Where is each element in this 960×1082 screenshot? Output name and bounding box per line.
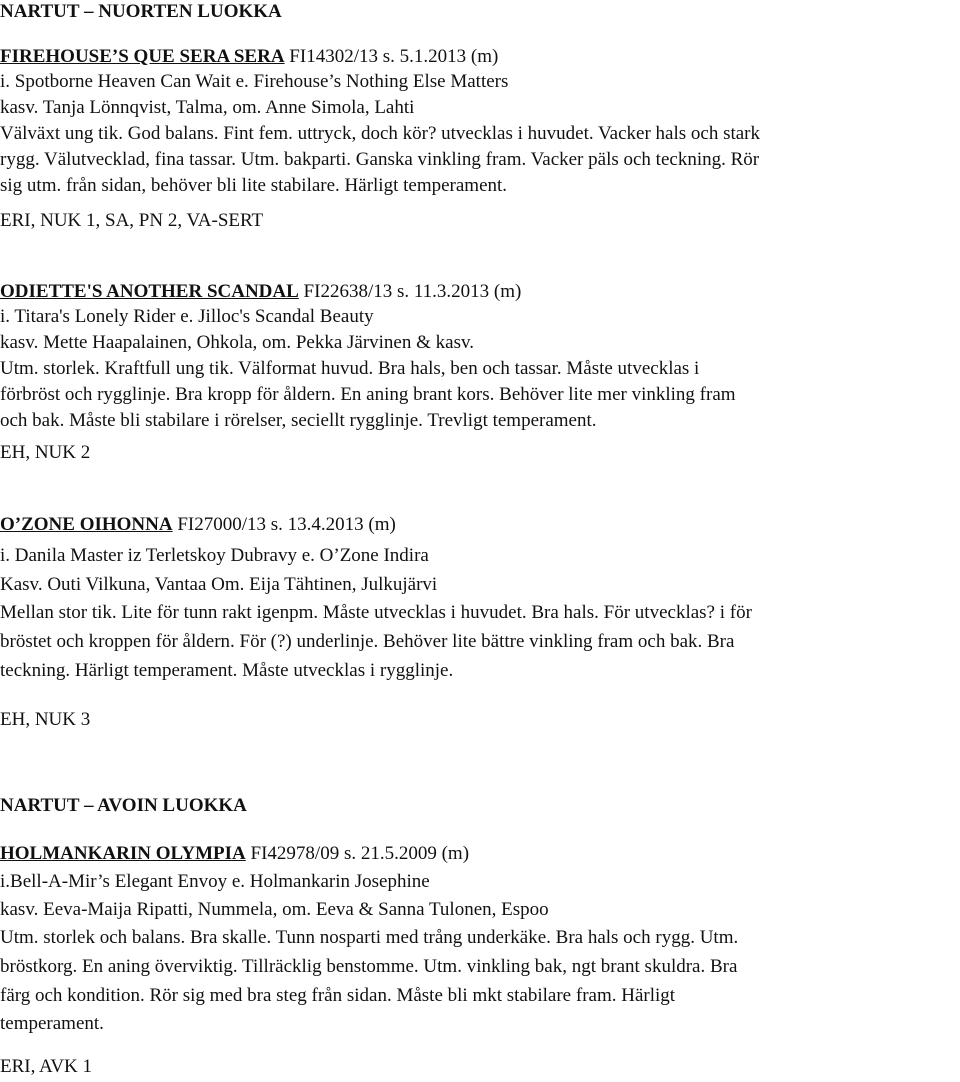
critique-line: Mellan stor tik. Lite för tunn rakt igenpm. Måste utvecklas i huvudet. Bra hals. För utvecklas? i för: [0, 602, 752, 623]
pedigree-line: i.Bell-A-Mir’s Elegant Envoy e. Holmankarin Josephine: [0, 871, 430, 892]
entry-title-line: [0, 280, 521, 304]
result-line: ERI, NUK 1, SA, PN 2, VA-SERT: [0, 210, 264, 231]
critique-line: Utm. storlek och balans. Bra skalle. Tunn nosparti med trång underkäke. Bra hals och rygg. Utm.: [0, 927, 739, 948]
pedigree-line: i. Titara's Lonely Rider e. Jilloc's Scandal Beauty: [0, 306, 374, 327]
dog-name: ODIETTE'S ANOTHER SCANDAL: [0, 281, 299, 302]
result-line: EH, NUK 2: [0, 442, 91, 463]
critique-line: temperament.: [0, 1013, 104, 1034]
entry-title-line: [0, 45, 498, 69]
dog-name: O’ZONE OIHONNA: [0, 514, 173, 535]
critique-line: teckning. Härligt temperament. Måste utvecklas i rygglinje.: [0, 660, 454, 681]
result-line: ERI, AVK 1: [0, 1056, 93, 1077]
dog-name: FIREHOUSE’S QUE SERA SERA: [0, 46, 285, 67]
critique-line: Välväxt ung tik. God balans. Fint fem. uttryck, doch kör? utvecklas i huvudet. Vacker hals och stark: [0, 123, 760, 144]
breeder-owner-line: kasv. Mette Haapalainen, Ohkola, om. Pekka Järvinen & kasv.: [0, 332, 474, 353]
critique-line: Utm. storlek. Kraftfull ung tik. Välformat huvud. Bra hals, ben och tassar. Måste utvecklas i: [0, 358, 700, 379]
entry-title-line: [0, 842, 469, 866]
critique-line: förbröst och rygglinje. Bra kropp för åldern. En aning brant kors. Behöver lite mer vinkling fram: [0, 384, 736, 405]
critique-line: rygg. Välutvecklad, fina tassar. Utm. bakparti. Ganska vinkling fram. Vacker päls och teckning. Rör: [0, 149, 760, 170]
critique-line: bröstet och kroppen för åldern. För (?) underlinje. Behöver lite bättre vinkling fram och bak. Bra: [0, 631, 735, 652]
section-heading: NARTUT – NUORTEN LUOKKA: [0, 1, 282, 22]
registration-info: FI14302/13 s. 5.1.2013 (m): [284, 46, 499, 67]
critique-line: bröstkorg. En aning överviktig. Tillräcklig benstomme. Utm. vinkling bak, ngt brant skuldra. Bra: [0, 956, 738, 977]
pedigree-line: i. Danila Master iz Terletskoy Dubravy e. O’Zone Indira: [0, 545, 429, 566]
dog-name: HOLMANKARIN OLYMPIA: [0, 843, 246, 864]
registration-info: FI27000/13 s. 13.4.2013 (m): [172, 514, 396, 535]
breeder-owner-line: Kasv. Outi Vilkuna, Vantaa Om. Eija Tähtinen, Julkujärvi: [0, 574, 438, 595]
critique-line: och bak. Måste bli stabilare i rörelser, seciellt rygglinje. Trevligt temperament.: [0, 410, 597, 431]
breeder-owner-line: kasv. Tanja Lönnqvist, Talma, om. Anne Simola, Lahti: [0, 97, 415, 118]
pedigree-line: i. Spotborne Heaven Can Wait e. Firehouse’s Nothing Else Matters: [0, 71, 509, 92]
result-line: EH, NUK 3: [0, 709, 91, 730]
section-heading: NARTUT – AVOIN LUOKKA: [0, 795, 247, 816]
critique-line: sig utm. från sidan, behöver bli lite stabilare. Härligt temperament.: [0, 175, 508, 196]
critique-line: färg och kondition. Rör sig med bra steg från sidan. Måste bli mkt stabilare fram. Härligt: [0, 985, 676, 1006]
registration-info: FI42978/09 s. 21.5.2009 (m): [245, 843, 470, 864]
breeder-owner-line: kasv. Eeva-Maija Ripatti, Nummela, om. Eeva & Sanna Tulonen, Espoo: [0, 899, 549, 920]
registration-info: FI22638/13 s. 11.3.2013 (m): [298, 281, 522, 302]
entry-title-line: [0, 513, 396, 537]
